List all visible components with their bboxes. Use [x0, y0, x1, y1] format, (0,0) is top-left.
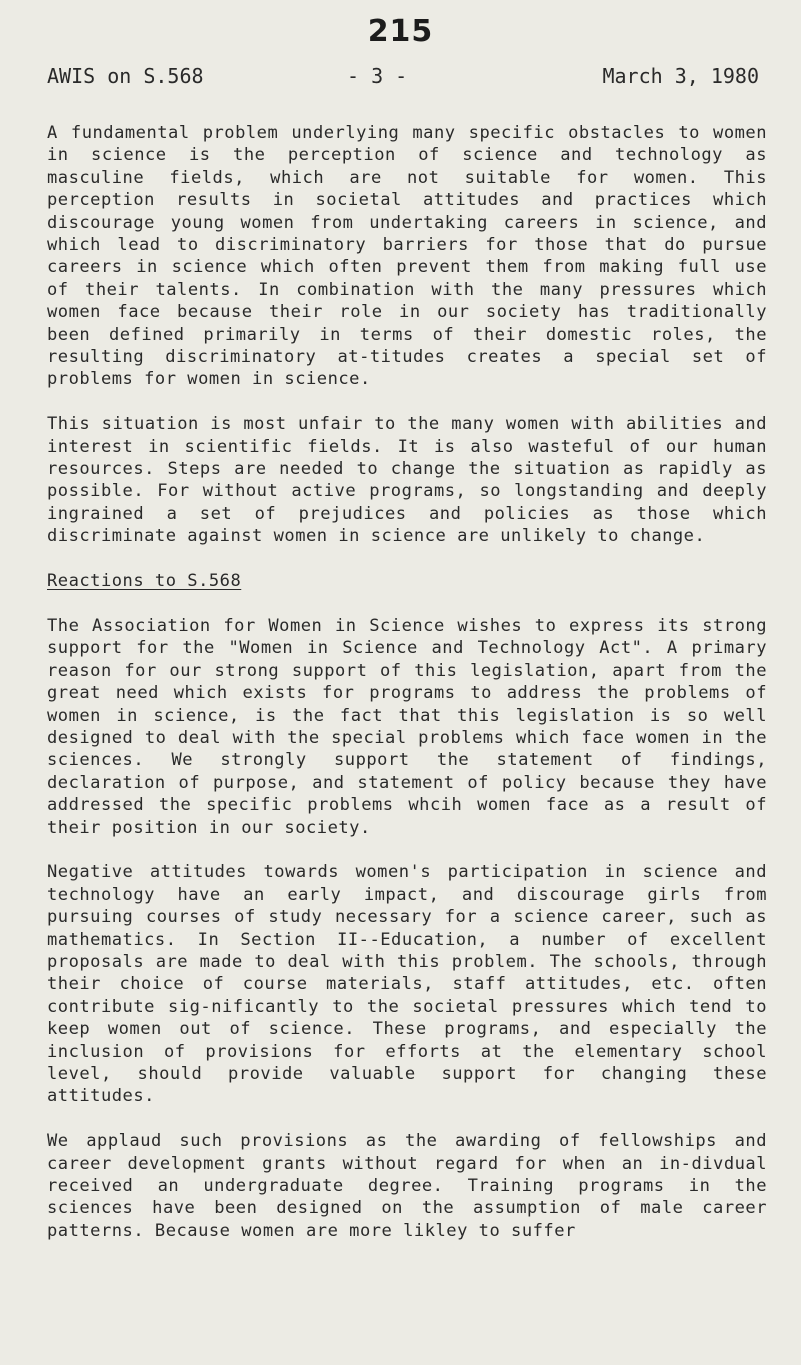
section-heading: Reactions to S.568 [47, 571, 242, 592]
header-page-marker: - 3 - [347, 64, 408, 88]
paragraph-3: The Association for Women in Science wishes to express its strong support for the "Women in Science and Technology Act". A primary reason for our strong support of this legislation, apart from the great need which exists for programs to address the problems of women in science, is the fact that this legislation is so well designed to deal with the special problems which face women in the sciences. We strongly support the statement of findings, declaration of purpose, and statement of policy because they have addressed the specific problems whcih women face as a result of their position in our society. [47, 615, 767, 838]
header-document-title: AWIS on S.568 [47, 64, 204, 88]
document-body [47, 122, 767, 1265]
paragraph-5: We applaud such provisions as the awarding of fellowships and career development grants without regard for when an in-divdual received an undergraduate degree. Training programs in the sciences have been designed on the assumption of male career patterns. Because women are more likley to suffer [47, 1131, 767, 1241]
header-date: March 3, 1980 [602, 64, 759, 88]
paragraph-1: A fundamental problem underlying many specific obstacles to women in science is the perception of science and technology as masculine fields, which are not suitable for women. This perception results in societal attitudes and practices which discourage young women from undertaking careers in science, and which lead to discriminatory barriers for those that do pursue careers in science which often prevent them from making full use of their talents. In combination with the many pressures which women face because their role in our society has traditionally been defined primarily in terms of their domestic roles, the resulting discriminatory at-titudes creates a special set of problems for women in science. [47, 123, 767, 390]
paragraph-2: This situation is most unfair to the many women with abilities and interest in scientific fields. It is also wasteful of our human resources. Steps are needed to change the situation as rapidly as possible. For without active programs, so longstanding and deeply ingrained a set of prejudices and policies as those which discriminate against women in science are unlikely to change. [47, 414, 767, 547]
paragraph-4: Negative attitudes towards women's participation in science and technology have an early impact, and discourage girls from pursuing courses of study necessary for a science career, such as mathematics. In Section II--Education, a number of excellent proposals are made to deal with this problem. The schools, through their choice of course materials, staff attitudes, etc. often contribute sig-nificantly to the societal pressures which tend to keep women out of science. These programs, and especially the inclusion of provisions for efforts at the elementary school level, should provide valuable support for changing these attitudes. [47, 862, 767, 1107]
document-header [47, 64, 759, 94]
page-number: 215 [367, 14, 434, 49]
